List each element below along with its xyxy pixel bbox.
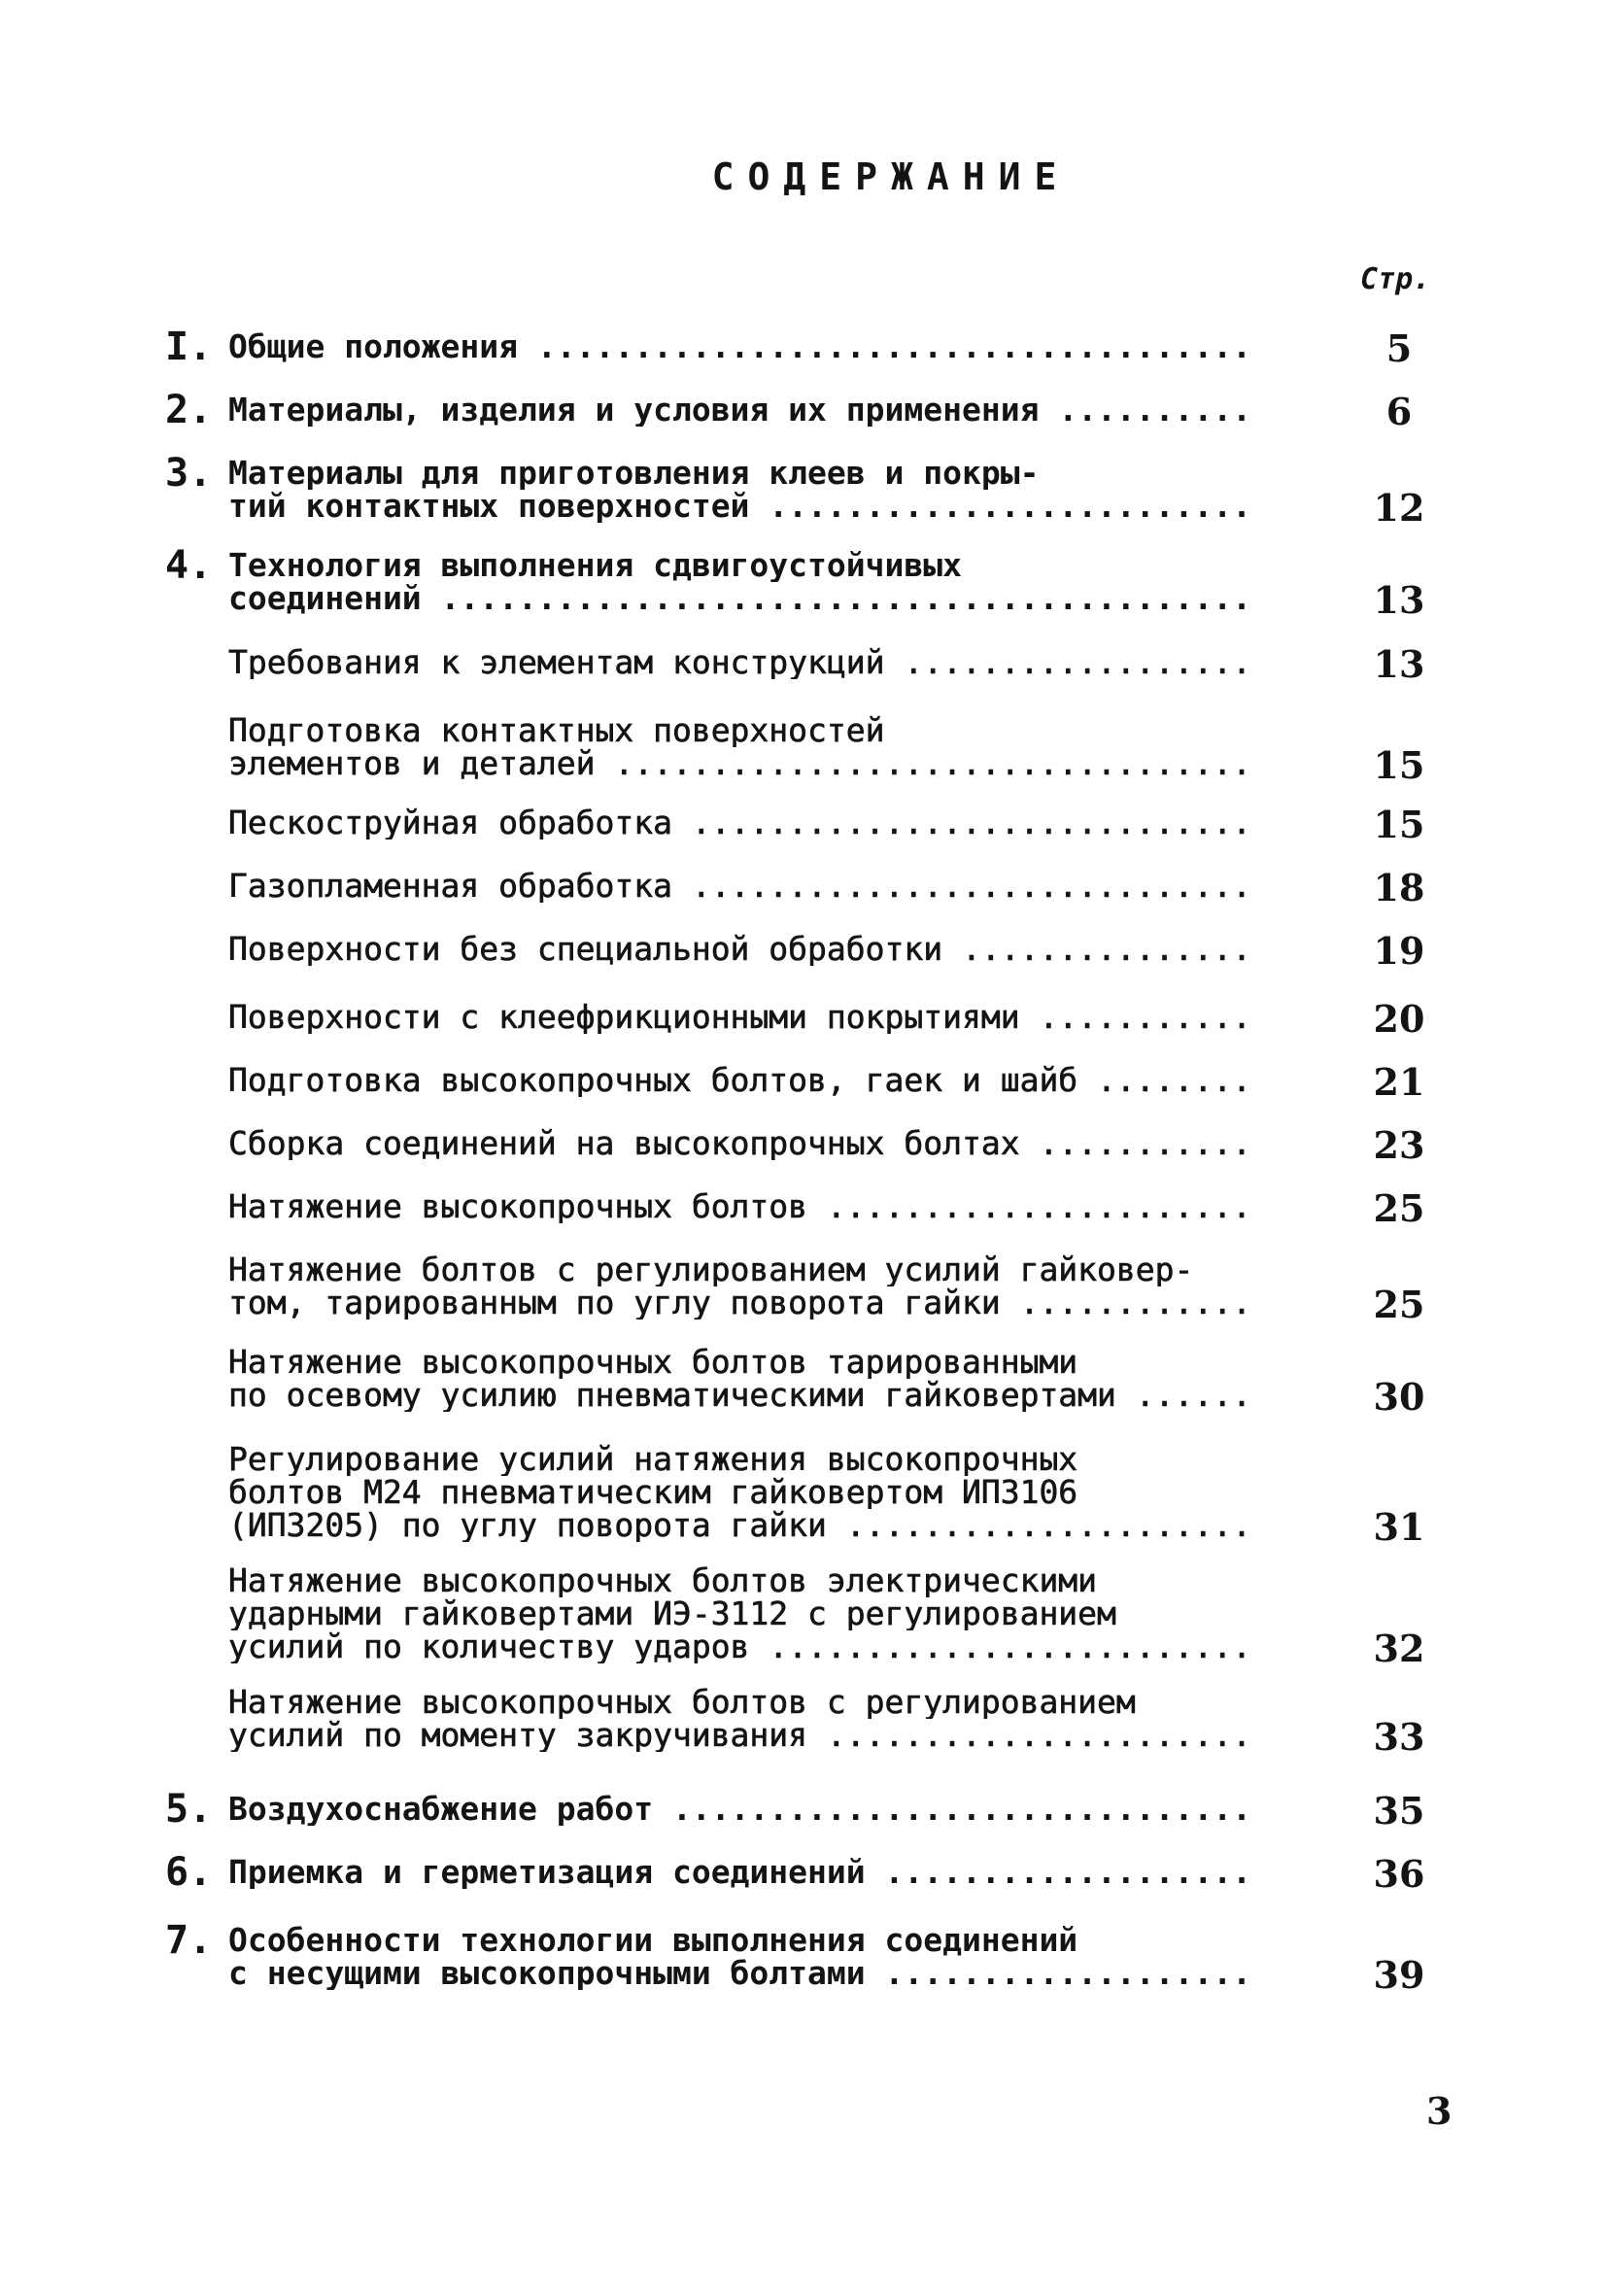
toc-entry-number: 2. xyxy=(165,388,213,432)
toc-entry-text: Технология выполнения сдвигоустойчивых xyxy=(228,549,962,582)
page-number: 3 xyxy=(1426,2089,1453,2133)
toc-entry-text: Особенности технологии выполнения соединений xyxy=(228,1924,1078,1957)
toc-entry-page: 23 xyxy=(1373,1123,1425,1167)
toc-entry-text: Регулирование усилий натяжения высокопрочных xyxy=(228,1443,1078,1476)
toc-entry-page: 39 xyxy=(1373,1953,1425,1997)
toc-entry-text: Требования к элементам конструкций ..... xyxy=(228,646,1253,679)
toc-entry-text: Пескоструйная обработка ..... xyxy=(228,806,1253,840)
toc-entry-text: том, тарированным по углу поворота гайки ..... xyxy=(228,1286,1253,1319)
toc-entry-text: усилий по количеству ударов ..... xyxy=(228,1630,1253,1663)
toc-entry-number: 6. xyxy=(165,1850,213,1895)
toc-entry-text: элементов и деталей ..... xyxy=(228,747,1253,780)
toc-entry-page: 33 xyxy=(1373,1715,1425,1759)
toc-entry-page: 6 xyxy=(1385,390,1413,433)
toc-entry-text: Натяжение высокопрочных болтов тарированными xyxy=(228,1346,1078,1379)
toc-entry-page: 13 xyxy=(1373,642,1425,686)
toc-entry-text: Поверхности с клеефрикционными покрытиями ..... xyxy=(228,1001,1253,1034)
toc-entry-text: Сборка соединений на высокопрочных болтах ..... xyxy=(228,1127,1253,1160)
toc-entry-number: 3. xyxy=(165,451,213,496)
toc-entry-text: Воздухоснабжение работ ..... xyxy=(228,1793,1253,1826)
toc-entry-text: по осевому усилию пневматическими гайковертами ..... xyxy=(228,1379,1253,1412)
toc-entry-number: 7. xyxy=(165,1918,213,1963)
toc-entry-page: 21 xyxy=(1373,1060,1425,1104)
toc-entry-text: Натяжение болтов с регулированием усилий гайковер- xyxy=(228,1253,1194,1286)
toc-entry-text: усилий по моменту закручивания ..... xyxy=(228,1719,1253,1752)
page-column-label: Стр. xyxy=(1360,262,1431,296)
toc-entry-text: Натяжение высокопрочных болтов ..... xyxy=(228,1190,1253,1223)
toc-entry-page: 5 xyxy=(1385,326,1413,370)
toc-entry-text: Подготовка контактных поверхностей xyxy=(228,714,885,747)
toc-entry-page: 18 xyxy=(1373,866,1425,909)
toc-entry-page: 25 xyxy=(1373,1283,1425,1326)
toc-entry-text: с несущими высокопрочными болтами ..... xyxy=(228,1957,1253,1990)
toc-entry-text: Натяжение высокопрочных болтов с регулированием xyxy=(228,1686,1136,1719)
toc-entry-text: болтов М24 пневматическим гайковертом ИП3106 xyxy=(228,1476,1078,1509)
toc-entry-text: соединений ..... xyxy=(228,582,1253,615)
toc-entry-page: 32 xyxy=(1373,1627,1425,1670)
toc-entry-text: тий контактных поверхностей ..... xyxy=(228,490,1253,523)
toc-entry-page: 12 xyxy=(1373,486,1425,530)
toc-entry-text: Натяжение высокопрочных болтов электрическими xyxy=(228,1564,1098,1597)
toc-entry-text: ударными гайковертами ИЭ-3112 с регулированием xyxy=(228,1597,1116,1630)
toc-entry-number: 5. xyxy=(165,1787,213,1832)
toc-entry-page: 13 xyxy=(1373,578,1425,622)
toc-entry-text: Общие положения ..... xyxy=(228,330,1253,363)
toc-entry-number: 4. xyxy=(165,543,213,588)
toc-entry-page: 36 xyxy=(1373,1852,1425,1896)
toc-entry-text: Приемка и герметизация соединений ..... xyxy=(228,1856,1253,1889)
toc-entry-text: Поверхности без специальной обработки ..... xyxy=(228,933,1253,966)
toc-entry-page: 30 xyxy=(1373,1375,1425,1419)
toc-entry-page: 35 xyxy=(1373,1789,1425,1833)
page-title: СОДЕРЖАНИЕ xyxy=(711,155,1071,198)
toc-entry-page: 31 xyxy=(1373,1505,1425,1549)
toc-entry-text: Подготовка высокопрочных болтов, гаек и шайб ..... xyxy=(228,1064,1253,1097)
toc-entry-text: Материалы для приготовления клеев и покры- xyxy=(228,457,1040,490)
toc-entry-number: I. xyxy=(165,325,213,369)
toc-entry-text: Газопламенная обработка ..... xyxy=(228,870,1253,903)
toc-entry-text: Материалы, изделия и условия их применения ..... xyxy=(228,394,1253,427)
toc-entry-page: 20 xyxy=(1373,997,1425,1041)
toc-entry-page: 25 xyxy=(1373,1186,1425,1230)
toc-entry-page: 15 xyxy=(1373,743,1425,787)
toc-entry-page: 15 xyxy=(1373,803,1425,846)
toc-entry-text: (ИП3205) по углу поворота гайки ..... xyxy=(228,1509,1253,1542)
toc-entry-page: 19 xyxy=(1373,929,1425,973)
